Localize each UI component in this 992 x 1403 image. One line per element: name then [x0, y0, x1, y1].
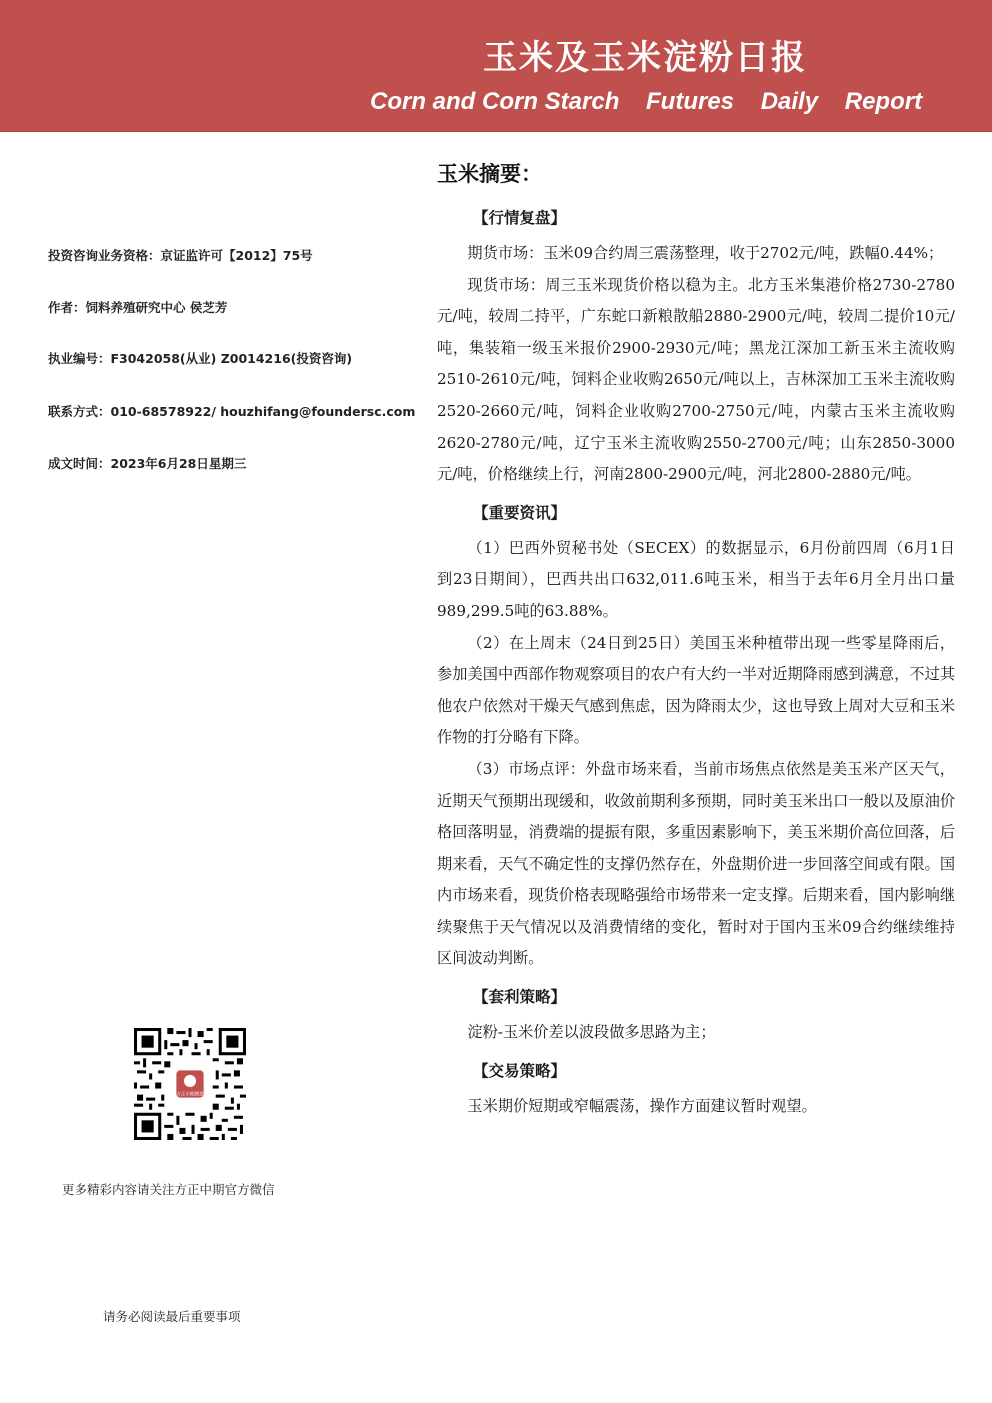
- news-item-2: （2）在上周末（24日到25日）美国玉米种植带出现一些零星降雨后，参加美国中西部作物观察项目的农户有大约一半对近期降雨感到满意，不过其他农户依然对干燥天气感到焦虑，因为降雨太少，这也导致上周对大豆和玉米作物的打分略有下降。: [437, 633, 955, 747]
- qr-logo-text: 方正中期期货: [176, 1092, 204, 1098]
- main-content: [437, 158, 955, 1122]
- futures-paragraph: 期货市场：玉米09合约周三震荡整理，收于2702元/吨，跌幅0.44%；: [467, 244, 944, 262]
- report-header: [0, 0, 992, 132]
- qualification-info: 投资咨询业务资格：京证监许可【2012】75号: [48, 248, 313, 263]
- arbitrage-heading: 【套利策略】: [473, 988, 567, 1007]
- qr-code-icon: [134, 1028, 246, 1140]
- author-info: 作者：饲料养殖研究中心 侯芝芳: [48, 300, 228, 315]
- news-item-3: （3）市场点评：外盘市场来看，当前市场焦点依然是美玉米产区天气，近期天气预期出现缓和，收敛前期利多预期，同时美玉米出口一般以及原油价格回落明显，消费端的提振有限，多重因素影响下，美玉米期价高位回落，后期来看，天气不确定性的支撑仍然存在，外盘期价进一步回落空间或有限。国内市场来看，现货价格表现略强给市场带来一定支撑。后期来看，国内影响继续聚焦于天气情况以及消费情绪的变化，暂时对于国内玉米09合约继续维持区间波动判断。: [437, 759, 955, 968]
- arbitrage-paragraph: 淀粉-玉米价差以波段做多思路为主；: [467, 1023, 716, 1042]
- contact-info: 联系方式：010-68578922/ houzhifang@foundersc.com: [48, 404, 416, 419]
- news-heading: 【重要资讯】: [473, 503, 567, 522]
- spot-paragraph: 现货市场：周三玉米现货价格以稳为主。北方玉米集港价格2730-2780元/吨，较周二持平，广东蛇口新粮散船2880-2900元/吨，较周二提价10元/吨，集装箱一级玉米报价2900-2930元/吨；黑龙江深加工新玉米主流收购2510-2610元/吨，饲料企业收购2650元/吨以上，吉林深加工玉米主流收购2520-2660元/吨，饲料企业收购2700-2750元/吨，内蒙古玉米主流收购2620-2780元/吨，辽宁玉米主流收购2550-2700元/吨；山东2850-3000元/吨，价格继续上行，河南2800-2900元/吨，河北2800-2880元/吨。: [437, 275, 955, 484]
- qr-caption: 更多精彩内容请关注方正中期官方微信: [62, 1182, 275, 1197]
- trading-paragraph: 玉米期价短期或窄幅震荡，操作方面建议暂时观望。: [467, 1096, 817, 1115]
- report-title-cn: 玉米及玉米淀粉日报: [483, 38, 807, 78]
- report-title-en: Corn and Corn Starch Futures Daily Report: [370, 88, 923, 115]
- trading-heading: 【交易策略】: [473, 1061, 567, 1080]
- summary-title: 玉米摘要：: [437, 162, 542, 186]
- market-review-heading: 【行情复盘】: [473, 209, 567, 227]
- date-info: 成文时间：2023年6月28日星期三: [48, 456, 247, 471]
- footer-note: 请务必阅读最后重要事项: [103, 1309, 241, 1324]
- license-info: 执业编号：F3042058(从业) Z0014216(投资咨询): [48, 351, 353, 366]
- news-item-1: （1）巴西外贸秘书处（SECEX）的数据显示，6月份前四周（6月1日到23日期间），巴西共出口632,011.6吨玉米，相当于去年6月全月出口量989,299.5吨的63.88%。: [437, 538, 955, 620]
